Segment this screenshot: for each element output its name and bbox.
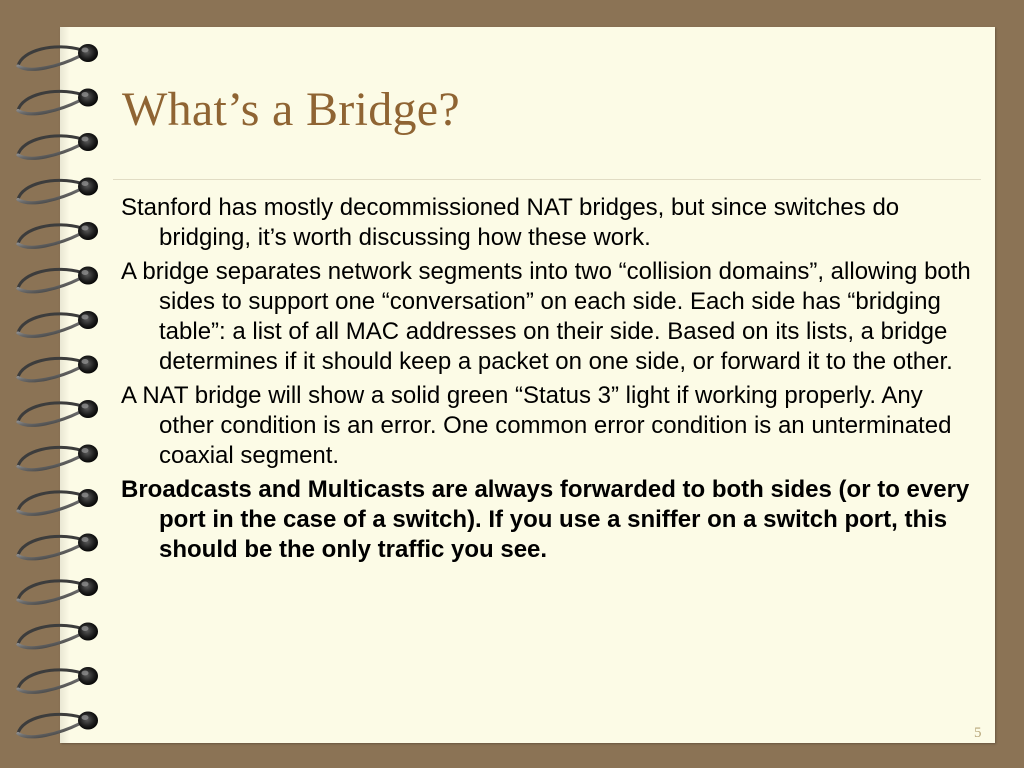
bullet-item: A NAT bridge will show a solid green “Status 3” light if working properly. Any other condition is an error. One common error condition is an unterminated coaxial segment. [121, 382, 952, 469]
slide-title: What’s a Bridge? [122, 83, 461, 136]
bullet-item: Broadcasts and Multicasts are always forwarded to both sides (or to every port in the case of a switch). If you use a sniffer on a switch port, this should be the only traffic you see. [121, 476, 970, 563]
bullet-list [121, 193, 983, 569]
title-divider [113, 179, 981, 180]
bullet-item: A bridge separates network segments into two “collision domains”, allowing both sides to support one “conversation” on each side. Each side has “bridging table”: a list of all MAC addresses on their side. Based on its lists, a bridge determines if it should keep a packet on one side, or forward it to the other. [121, 258, 971, 375]
bullet-item: Stanford has mostly decommissioned NAT bridges, but since switches do bridging, it’s worth discussing how these work. [121, 194, 900, 251]
page-edge-shadow [60, 27, 70, 743]
page-number: 5 [974, 725, 982, 741]
